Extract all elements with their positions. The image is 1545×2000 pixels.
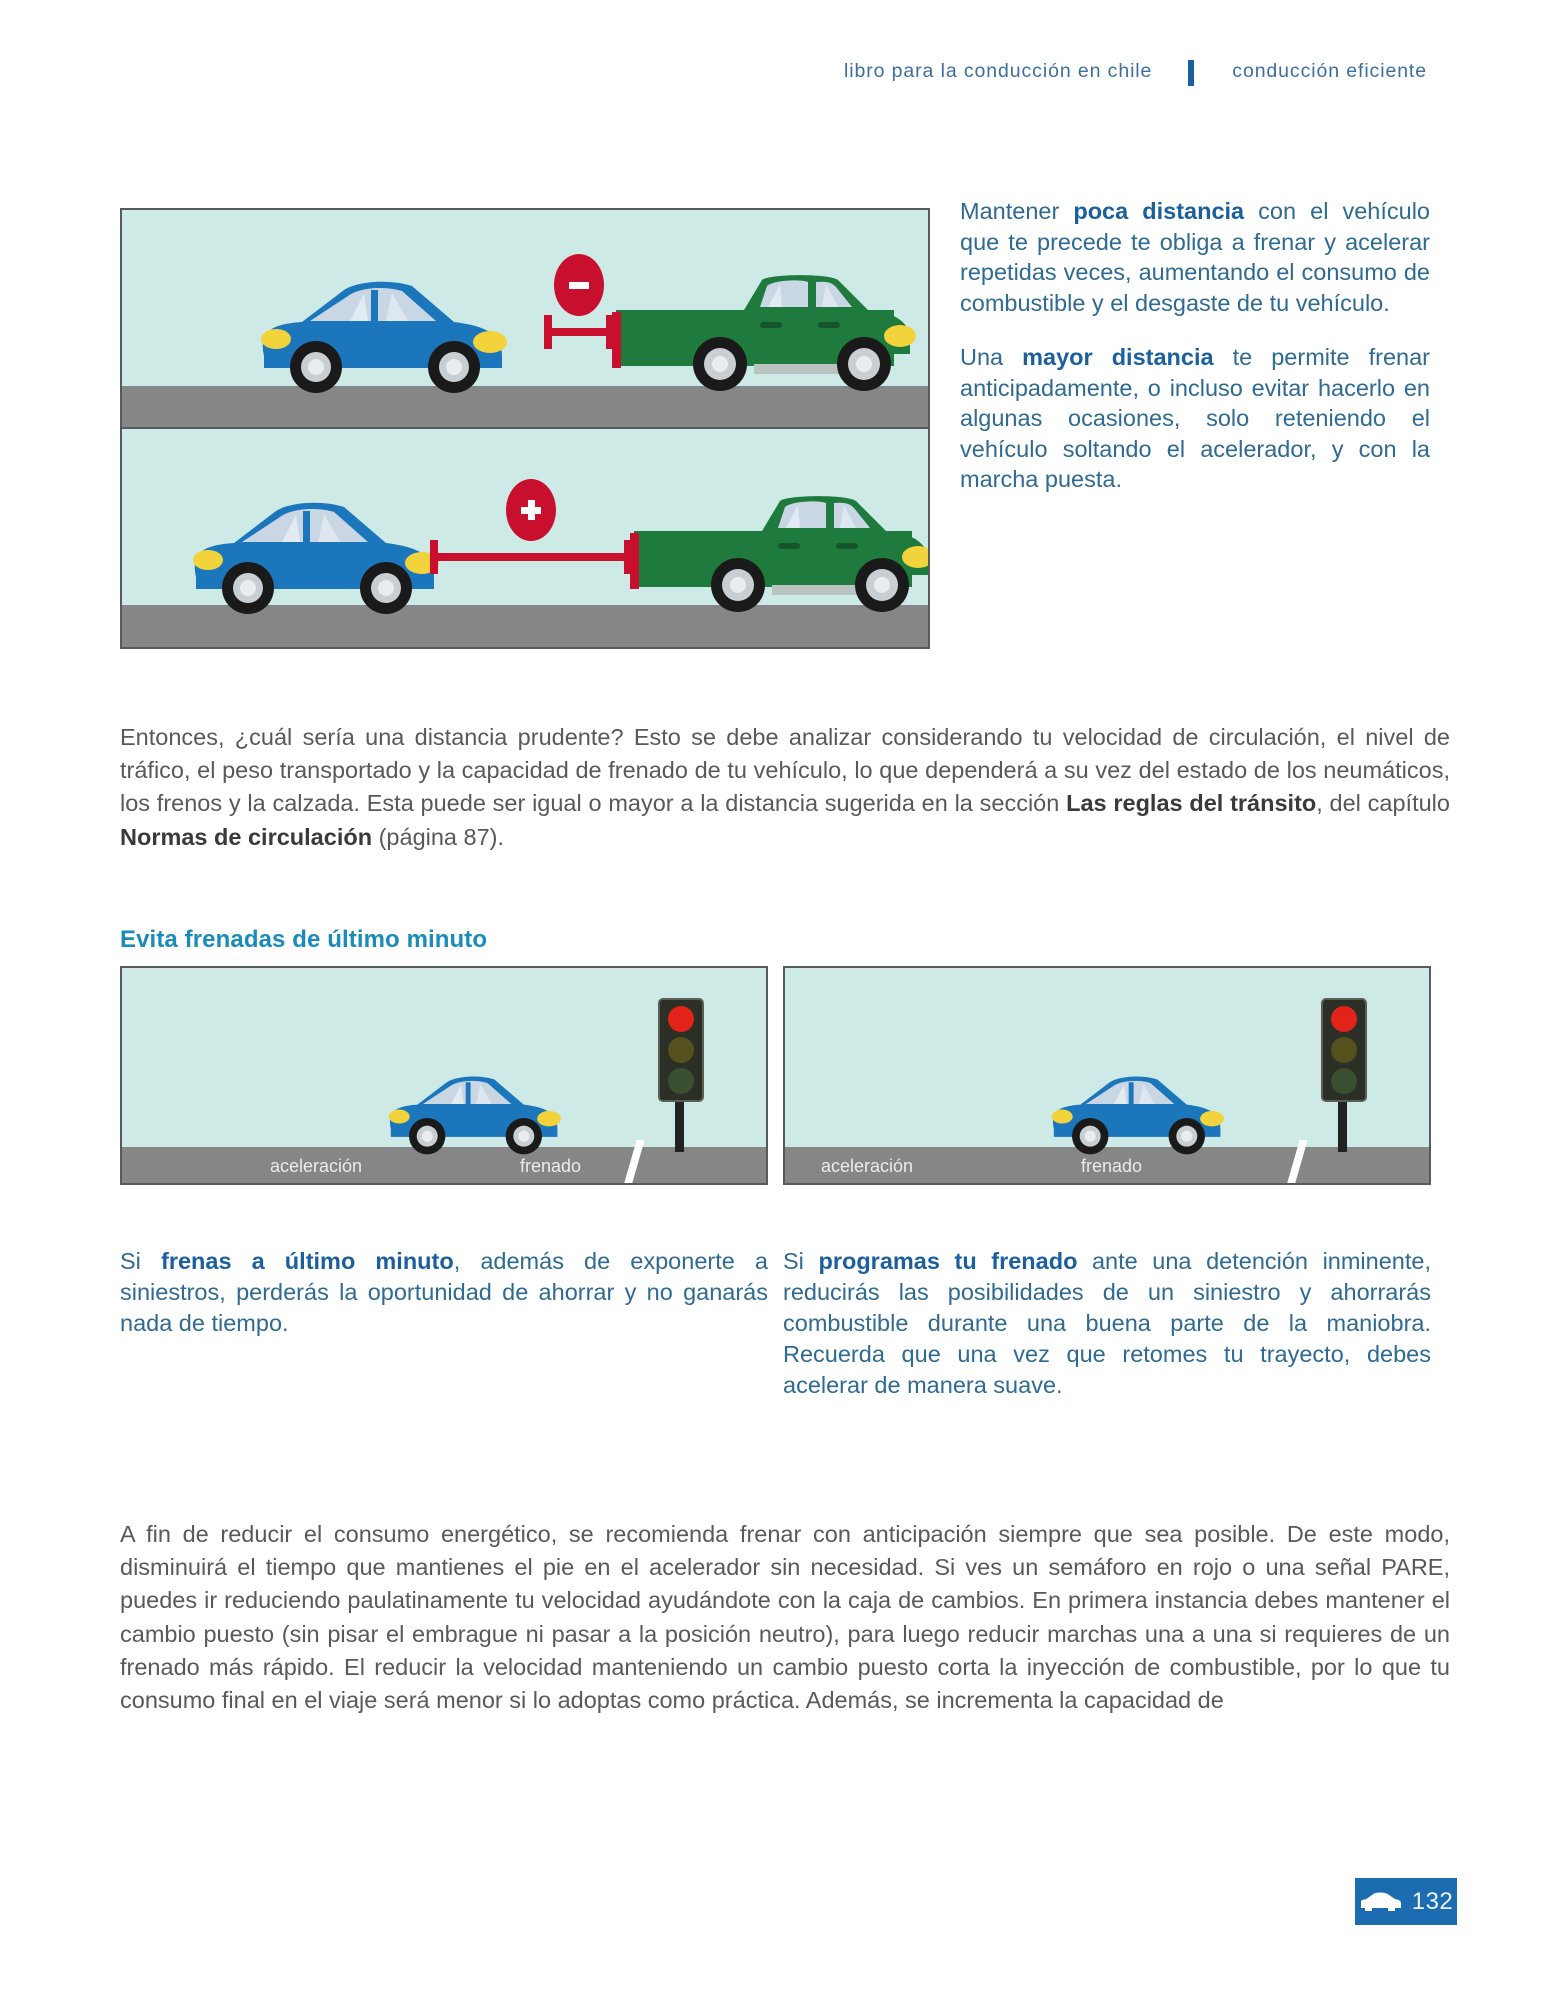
- running-head-right: conducción eficiente: [1232, 59, 1427, 82]
- cap-left-a: Si: [120, 1247, 161, 1274]
- paragraph-prudent-distance: [120, 721, 1450, 854]
- side-p2-bold: mayor distancia: [1022, 344, 1214, 371]
- side-p1-a: Mantener: [960, 198, 1074, 224]
- par-prudente-c: , del capítulo: [1316, 790, 1450, 817]
- section-heading-evita-frenadas: Evita frenadas de último minuto: [120, 925, 488, 953]
- car-icon: [1359, 1891, 1403, 1913]
- cap-left-bold: frenas a último minuto: [161, 1247, 454, 1274]
- page-number-badge: [1355, 1878, 1457, 1925]
- minus-badge: [554, 254, 604, 316]
- measure-bar: [430, 553, 632, 561]
- par-prudente-bold-2: Normas de circulación: [120, 823, 373, 850]
- paragraph-final: A fin de reducir el consumo energético, se recomienda frenar con anticipación siempre que sea posible. De este modo, disminuirá el tiempo que mantienes el pie en el acelerador sin necesidad. Si ves un semáforo en rojo o una señal PARE, puedes ir reduciendo paulatinamente tu velocidad ayudándote con la caja de cambios. En primera instancia debes mantener el cambio puesto (sin pisar el embrague ni pasar a la posición neutro), para luego reducir marchas una a una si requieres de un frenado más rápido. El reducir la velocidad manteniendo un cambio puesto corta la inyección de combustible, por lo que tu consumo final en el viaje será menor si lo adoptas como práctica. Además, se incrementa la capacidad de: [120, 1520, 1450, 1714]
- traffic-light-amber-lamp: [668, 1037, 694, 1063]
- road-label-braking: frenado: [1081, 1156, 1143, 1176]
- road-label-braking: frenado: [520, 1156, 582, 1176]
- green-pickup: [612, 266, 922, 394]
- side-p2-a: Una: [960, 344, 1023, 371]
- par-prudente-a: Entonces, ¿cuál sería una distancia prudente? Esto se debe analizar considerando tu velocidad de circulación, el nivel de tráfico, el peso transportado y la capacidad de frenado de tu vehículo, lo que dependerá a su vez del estado de los neumáticos, los frenos y la calzada. Esta puede ser igual o mayor a la distancia sugerida en la sección: [120, 723, 1450, 817]
- plus-badge: [506, 479, 556, 541]
- traffic-light-green-lamp: [1331, 1068, 1357, 1094]
- traffic-light-box: [658, 998, 704, 1102]
- side-paragraph-1: [960, 196, 1430, 318]
- measure-cap-left: [544, 315, 552, 349]
- traffic-light-amber-lamp: [1331, 1037, 1357, 1063]
- measure-cap-left: [430, 540, 438, 574]
- traffic-light-red-lamp: [1331, 1006, 1357, 1032]
- side-paragraph-2: [960, 342, 1430, 495]
- plus-icon-v: [528, 500, 535, 520]
- road-label-acceleration: aceleración: [821, 1156, 914, 1176]
- side-p1-bold: poca distancia: [1073, 198, 1245, 224]
- road-label-acceleration: aceleración: [270, 1156, 363, 1176]
- blue-car: [374, 1066, 570, 1158]
- running-head-left: libro para la conducción en chile: [844, 59, 1153, 82]
- blue-car: [172, 491, 452, 616]
- green-pickup: [630, 487, 930, 615]
- illustration-brake-planned: [783, 966, 1431, 1185]
- distance-side-text: [960, 196, 1430, 495]
- caption-brake-planned: [783, 1246, 1431, 1401]
- page-number: 132: [1411, 1887, 1454, 1915]
- traffic-light-box: [1321, 998, 1367, 1102]
- measure-bar: [544, 328, 614, 336]
- blue-car: [240, 270, 520, 395]
- illustration-close-distance: [120, 208, 930, 430]
- cap-right-a: Si: [783, 1247, 819, 1274]
- cap-left-c: , además de exponerte a siniestros, perderás la oportunidad de ahorrar y no ganarás nada de tiempo.: [120, 1247, 768, 1336]
- caption-brake-late: [120, 1246, 768, 1339]
- par-prudente-bold-1: Las reglas del tránsito: [1066, 790, 1317, 817]
- illustration-brake-late: [120, 966, 768, 1185]
- minus-icon: [569, 282, 589, 289]
- cap-right-c: ante una detención inminente, reducirás las posibilidades de un siniestro y ahorrarás combustible durante una buena parte de la maniobra. Recuerda que una vez que retomes tu trayecto, debes acelerar de manera suave.: [783, 1247, 1431, 1398]
- page-content: [120, 0, 1450, 2000]
- traffic-light-red-lamp: [668, 1006, 694, 1032]
- blue-car: [1037, 1066, 1233, 1158]
- side-p2-c: te permite frenar anticipadamente, o incluso evitar hacerlo en algunas ocasiones, solo reteniendo el vehículo soltando el acelerador, y con la marcha puesta.: [960, 344, 1431, 493]
- side-p1-c: con el vehículo que te precede te obliga a frenar y acelerar repetidas veces, aumentando el consumo de combustible y el desgaste de tu vehículo.: [960, 198, 1431, 316]
- traffic-light-green-lamp: [668, 1068, 694, 1094]
- cap-right-bold: programas tu frenado: [818, 1247, 1078, 1274]
- illustration-far-distance: [120, 427, 930, 649]
- par-prudente-d: (página 87).: [372, 823, 505, 850]
